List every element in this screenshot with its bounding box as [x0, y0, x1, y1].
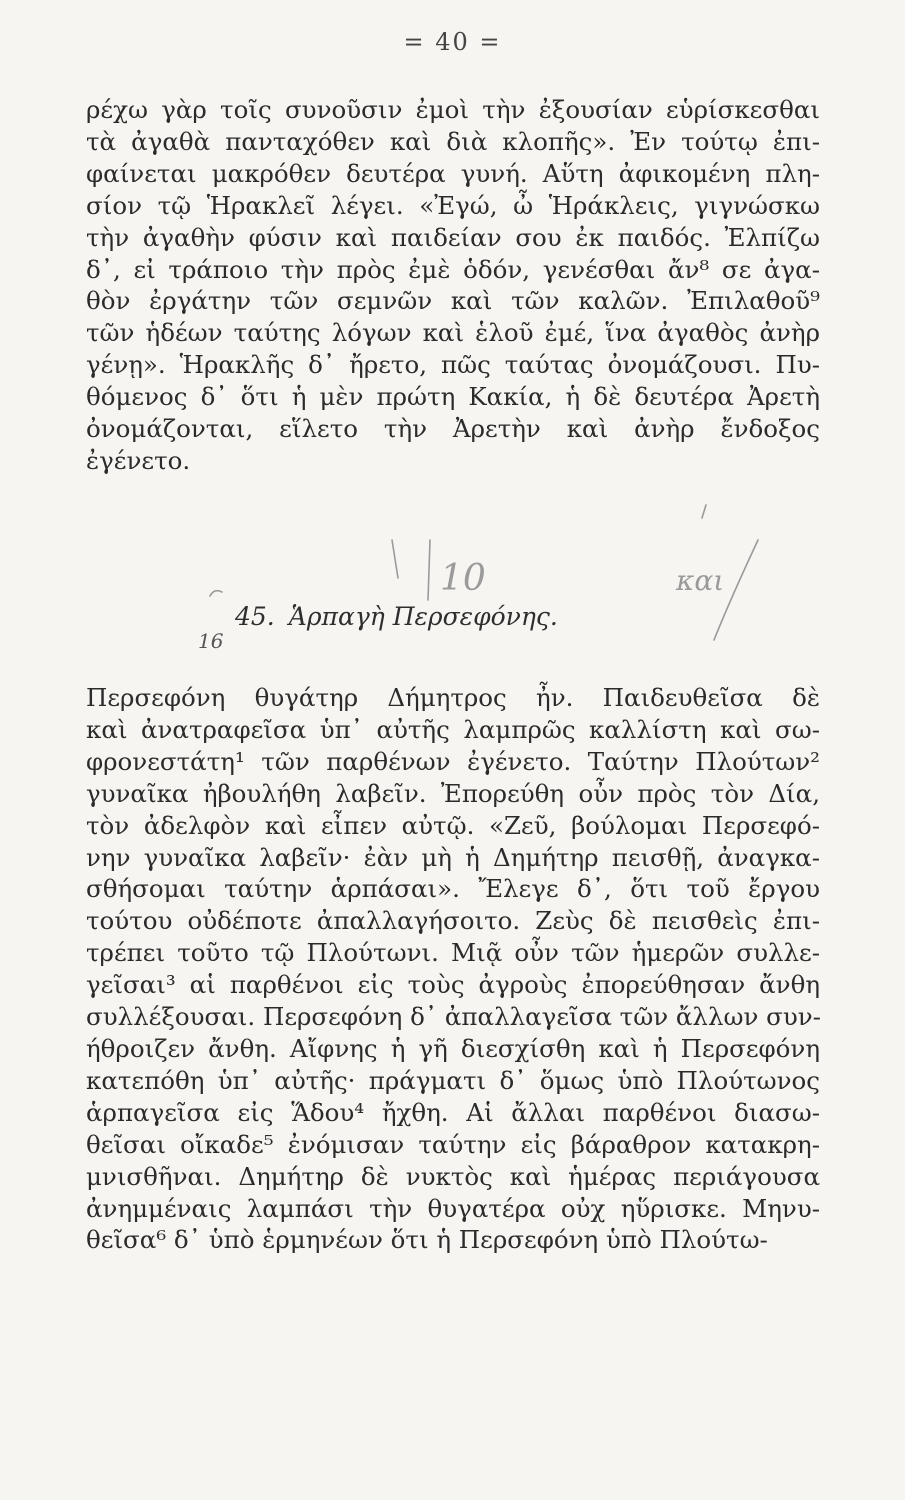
text-line: θόμενος δ᾽ ὅτι ἡ μὲν πρώτη Κακία, ἡ δὲ δευτέρα Ἀρετὴ	[86, 382, 820, 412]
text-line: μνισθῆναι. Δημήτηρ δὲ νυκτὸς καὶ ἡμέρας περιάγουσα	[86, 1161, 820, 1191]
text-line: τούτου οὐδέποτε ἀπαλλαγήσοιτο. Ζεὺς δὲ πεισθεὶς ἐπι-	[86, 906, 820, 936]
text-line: καὶ ἀνατραφεῖσα ὑπ᾽ αὐτῆς λαμπρῶς καλλίστη καὶ σω-	[86, 714, 820, 744]
section-number: 45.	[235, 602, 275, 631]
pencil-note-number: 10	[440, 558, 486, 599]
text-line: θεῖσαι οἴκαδε⁵ ἐνόμισαν ταύτην εἰς βάραθρον κατακρη-	[86, 1129, 820, 1159]
pencil-mark-small	[210, 591, 222, 596]
pencil-mark-hook	[702, 505, 706, 518]
text-line: ὀνομάζονται, εἵλετο τὴν Ἀρετὴν καὶ ἀνὴρ ἔνδοξος	[86, 414, 820, 444]
text-line: ἀνημμέναις λαμπάσι τὴν θυγατέρα οὐχ ηὕρισκε. Μηνυ-	[86, 1193, 820, 1223]
text-line: Περσεφόνη θυγάτηρ Δήμητρος ἦν. Παιδευθεῖσα δὲ	[86, 683, 820, 712]
text-line: τῶν ἡδέων ταύτης λόγων καὶ ἑλοῦ ἐμέ, ἵνα ἀγαθὸς ἀνὴρ	[86, 318, 820, 348]
text-line: τρέπει τοῦτο τῷ Πλούτωνι. Μιᾷ οὖν τῶν ἡμερῶν συλλε-	[86, 938, 820, 968]
pencil-mark-bracket	[392, 540, 398, 578]
text-line: τὸν ἀδελφὸν καὶ εἶπεν αὐτῷ. «Ζεῦ, βούλομαι Περσεφό-	[86, 810, 820, 840]
text-line: σίον τῷ Ἡρακλεῖ λέγει. «Ἐγώ, ὦ Ἡράκλεις, γιγνώσκω	[86, 190, 820, 220]
text-line: ήθροιζεν ἄνθη. Αἴφνης ἡ γῆ διεσχίσθη καὶ ἡ Περσεφόνη	[86, 1033, 820, 1063]
text-line: συλλέξουσαι. Περσεφόνη δ᾽ ἀπαλλαγεῖσα τῶν ἄλλων συν-	[86, 1002, 821, 1032]
text-line: τὴν ἀγαθὴν φύσιν καὶ παιδείαν σου ἐκ παιδός. Ἐλπίζω	[86, 222, 820, 252]
text-line: γένῃ». Ἡρακλῆς δ᾽ ἤρετο, πῶς ταύτας ὀνομάζουσι. Πυ-	[86, 350, 820, 380]
pencil-mark-bracket-right	[428, 540, 430, 600]
text-line: φαίνεται μακρόθεν δευτέρα γυνή. Αὕτη ἀφικομένη πλη-	[86, 158, 820, 188]
text-line: γεῖσαι³ αἱ παρθένοι εἰς τοὺς ἀγροὺς ἐπορεύθησαν ἄνθη	[86, 970, 820, 1000]
pencil-note-margin: 16	[198, 629, 224, 653]
text-line: θὸν ἐργάτην τῶν σεμνῶν καὶ τῶν καλῶν. Ἐπιλαθοῦ⁹	[86, 286, 820, 316]
section-title: Ἁρπαγὴ Περσεφόνης.	[288, 602, 558, 631]
text-line: ἐγένετο.	[86, 445, 191, 475]
text-line: τὰ ἀγαθὰ πανταχόθεν καὶ διὰ κλοπῆς». Ἐν τούτῳ ἐπι-	[86, 126, 820, 156]
text-line: νην γυναῖκα λαβεῖν· ἐὰν μὴ ἡ Δημήτηρ πεισθῇ, ἀναγκα-	[86, 842, 820, 872]
text-line: ρέχω γὰρ τοῖς συνοῦσιν ἐμοὶ τὴν ἐξουσίαν εὑρίσκεσθαι	[86, 95, 820, 124]
text-line: σθήσομαι ταύτην ἁρπάσαι». Ἔλεγε δ᾽, ὅτι τοῦ ἔργου	[86, 874, 820, 904]
pencil-note-word: και	[676, 564, 725, 597]
text-line: θεῖσα⁶ δ᾽ ὑπὸ ἑρμηνέων ὅτι ἡ Περσεφόνη ὑπὸ Πλούτω-	[86, 1225, 768, 1255]
text-line: γυναῖκα ἠβουλήθη λαβεῖν. Ἐπορεύθη οὖν πρὸς τὸν Δία,	[86, 778, 820, 808]
text-line: ἁρπαγεῖσα εἰς Ἅδου⁴ ἤχθη. Αἱ ἄλλαι παρθένοι διασω-	[86, 1097, 820, 1127]
page-number: = 40 =	[403, 28, 502, 56]
text-line: φρονεστάτη¹ τῶν παρθένων ἐγένετο. Ταύτην Πλούτων²	[86, 746, 820, 776]
text-line: δ᾽, εἰ τράποιο τὴν πρὸς ἐμὲ ὁδόν, γενέσθαι ἄν⁸ σε ἀγα-	[86, 254, 820, 284]
text-line: κατεπόθη ὑπ᾽ αὐτῆς· πράγματι δ᾽ ὅμως ὑπὸ Πλούτωνος	[86, 1065, 820, 1095]
